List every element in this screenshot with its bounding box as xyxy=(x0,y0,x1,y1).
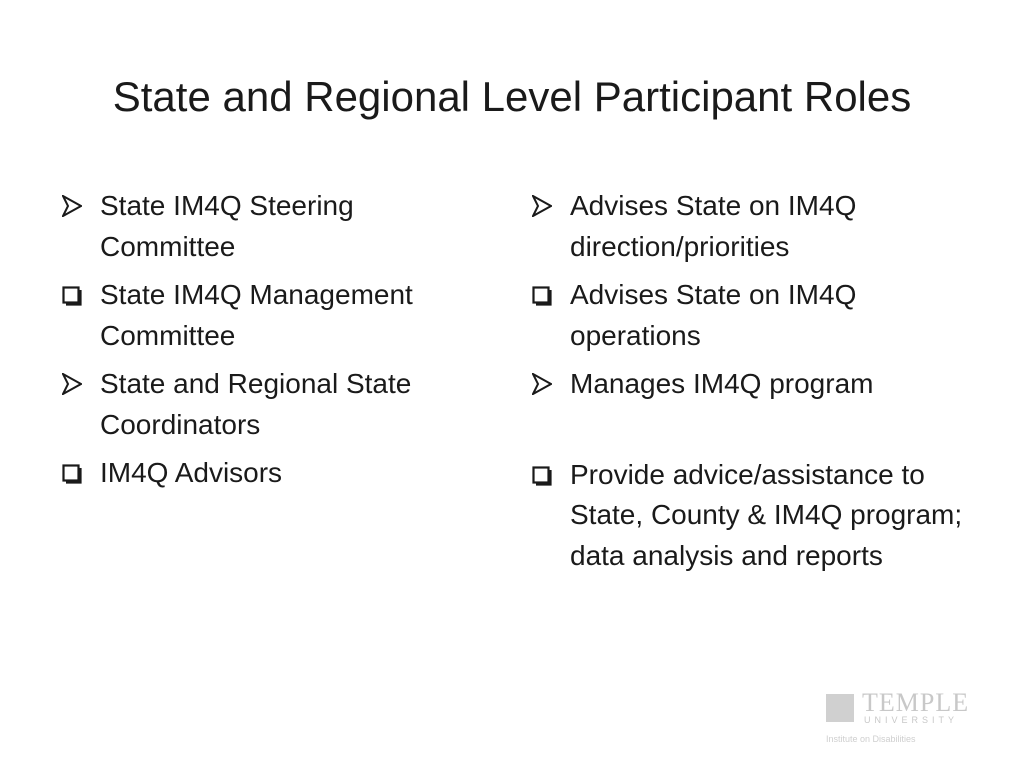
checkbox-bullet-icon xyxy=(532,464,552,486)
list-item-text: State IM4Q Steering Committee xyxy=(100,190,354,262)
logo-tagline: Institute on Disabilities xyxy=(826,734,916,744)
slide-title: State and Regional Level Participant Roles xyxy=(112,73,912,120)
checkbox-bullet-icon xyxy=(532,284,552,306)
arrow-bullet-icon xyxy=(62,195,82,217)
checkbox-bullet-icon xyxy=(62,462,82,484)
list-item-text: State IM4Q Management Committee xyxy=(100,279,413,351)
left-column xyxy=(62,186,482,502)
list-item xyxy=(532,364,982,405)
left-bullet-list xyxy=(62,186,482,494)
list-item xyxy=(62,186,482,267)
list-item xyxy=(62,275,482,356)
list-item-text: Advises State on IM4Q operations xyxy=(570,279,857,351)
arrow-bullet-icon xyxy=(532,373,552,395)
list-item-text: State and Regional State Coordinators xyxy=(100,368,412,440)
list-item xyxy=(532,186,982,267)
list-item-text: Advises State on IM4Q direction/priorities xyxy=(570,190,857,262)
list-item-text: Manages IM4Q program xyxy=(570,368,874,399)
right-bullet-list xyxy=(532,186,982,576)
list-item xyxy=(62,364,482,445)
arrow-bullet-icon xyxy=(62,373,82,395)
list-item xyxy=(62,453,482,494)
logo-subname: UNIVERSITY xyxy=(864,715,959,725)
arrow-bullet-icon xyxy=(532,195,552,217)
list-item-text: IM4Q Advisors xyxy=(100,457,283,488)
temple-logo xyxy=(826,688,996,752)
list-item xyxy=(532,275,982,356)
checkbox-bullet-icon xyxy=(62,284,82,306)
logo-name: TEMPLE xyxy=(862,688,970,717)
right-column xyxy=(532,186,982,584)
list-item xyxy=(532,455,982,577)
list-item-text: Provide advice/assistance to State, County & IM4Q program; data analysis and reports xyxy=(570,458,963,571)
logo-mark-icon xyxy=(826,694,854,722)
